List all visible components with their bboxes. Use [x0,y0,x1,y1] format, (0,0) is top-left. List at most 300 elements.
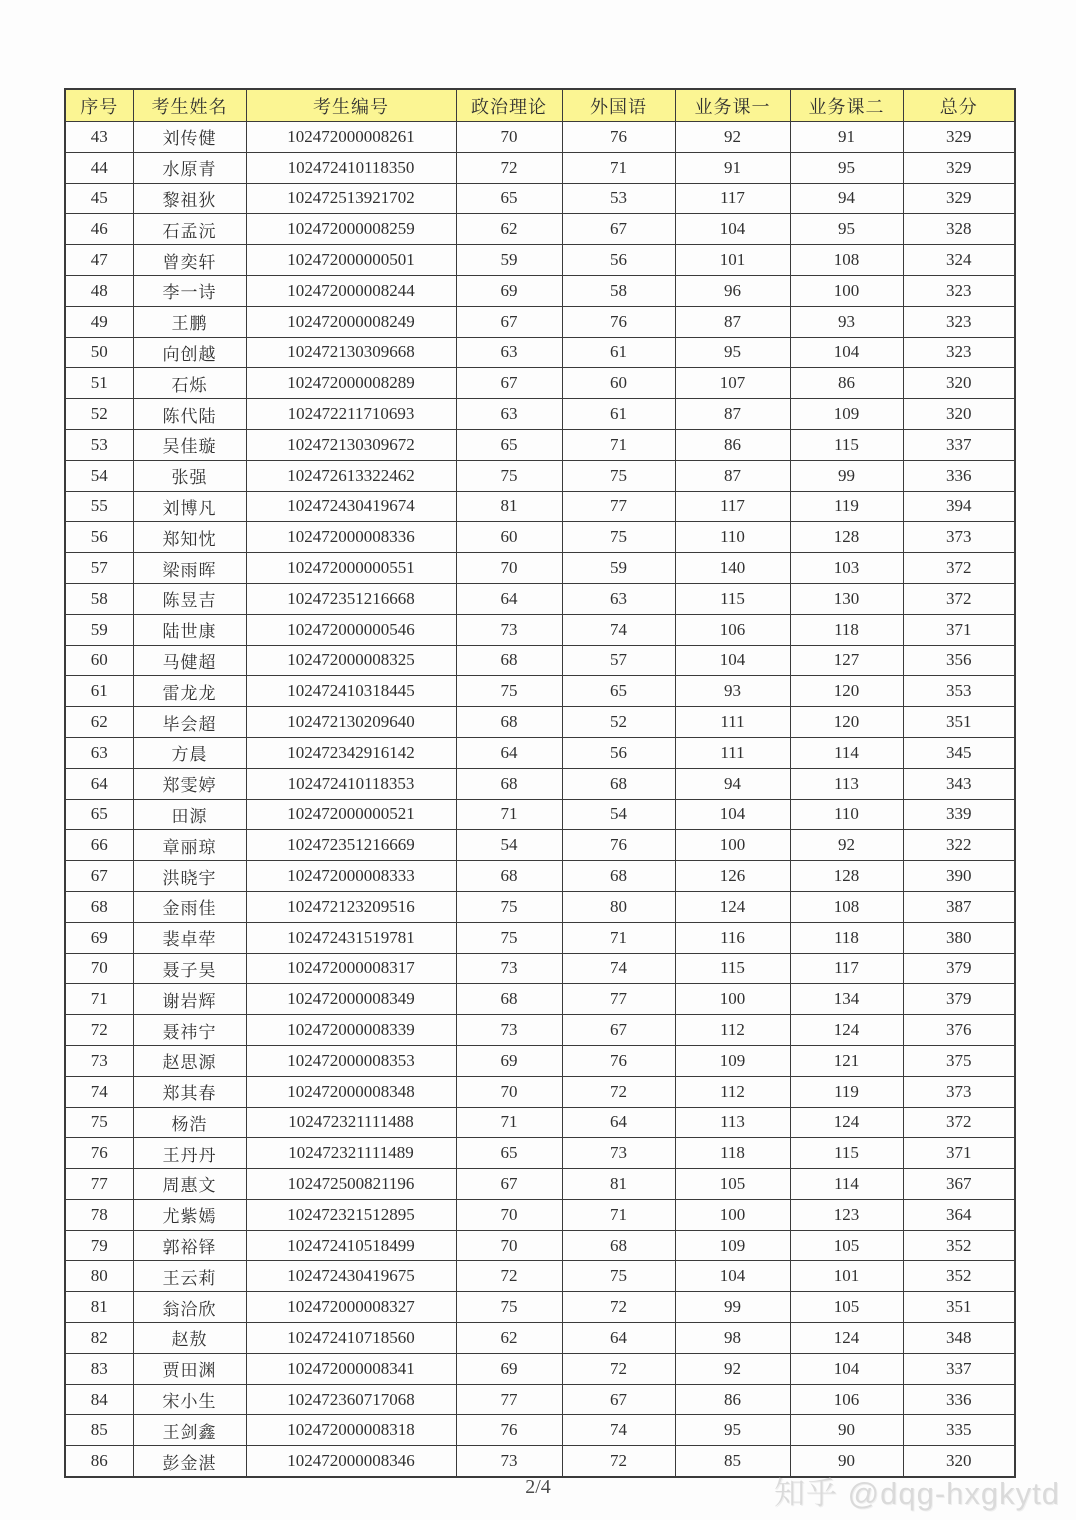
cell-course1: 95 [675,337,790,368]
cell-course2: 93 [790,306,903,337]
cell-id: 102472410718560 [246,1323,456,1354]
cell-id: 102472500821196 [246,1169,456,1200]
cell-no: 64 [65,768,133,799]
cell-politics: 64 [456,737,562,768]
cell-course2: 101 [790,1261,903,1292]
cell-politics: 67 [456,1169,562,1200]
cell-foreign-language: 52 [562,707,675,738]
table-row [65,183,1015,214]
table-row [65,830,1015,861]
cell-id: 102472123209516 [246,891,456,922]
table-header [65,89,1015,122]
cell-id: 102472130309668 [246,337,456,368]
cell-id: 102472000008353 [246,1045,456,1076]
cell-course1: 106 [675,614,790,645]
page-number: 2/4 [525,1476,551,1498]
cell-course2: 118 [790,614,903,645]
cell-total: 373 [903,1076,1015,1107]
cell-course2: 90 [790,1446,903,1477]
cell-id: 102472430419674 [246,491,456,522]
cell-politics: 67 [456,368,562,399]
cell-no: 71 [65,984,133,1015]
cell-course2: 124 [790,1015,903,1046]
cell-course2: 115 [790,429,903,460]
table-row [65,891,1015,922]
cell-foreign-language: 80 [562,891,675,922]
cell-name: 陈昱吉 [133,583,246,614]
cell-id: 102472000000546 [246,614,456,645]
cell-course2: 127 [790,645,903,676]
cell-course1: 105 [675,1169,790,1200]
cell-course2: 99 [790,460,903,491]
cell-course1: 111 [675,707,790,738]
cell-name: 裴卓荦 [133,922,246,953]
table-row [65,583,1015,614]
table-row [65,214,1015,245]
cell-foreign-language: 64 [562,1107,675,1138]
cell-course2: 108 [790,891,903,922]
cell-politics: 69 [456,1353,562,1384]
cell-name: 刘传健 [133,122,246,153]
cell-foreign-language: 63 [562,583,675,614]
cell-total: 329 [903,152,1015,183]
cell-no: 69 [65,922,133,953]
cell-name: 马健超 [133,645,246,676]
cell-course2: 114 [790,1169,903,1200]
cell-course1: 107 [675,368,790,399]
cell-politics: 75 [456,891,562,922]
cell-no: 61 [65,676,133,707]
cell-foreign-language: 56 [562,245,675,276]
cell-total: 390 [903,861,1015,892]
cell-course1: 101 [675,245,790,276]
cell-name: 章丽琼 [133,830,246,861]
cell-foreign-language: 77 [562,984,675,1015]
cell-course1: 93 [675,676,790,707]
cell-politics: 68 [456,707,562,738]
cell-course1: 126 [675,861,790,892]
cell-politics: 77 [456,1384,562,1415]
cell-course1: 85 [675,1446,790,1477]
cell-name: 谢岩辉 [133,984,246,1015]
cell-course1: 94 [675,768,790,799]
cell-foreign-language: 61 [562,337,675,368]
cell-id: 102472130309672 [246,429,456,460]
cell-total: 376 [903,1015,1015,1046]
table-row [65,1230,1015,1261]
cell-foreign-language: 68 [562,1230,675,1261]
table-row [65,645,1015,676]
cell-name: 曾奕轩 [133,245,246,276]
cell-name: 王鹏 [133,306,246,337]
cell-name: 陆世康 [133,614,246,645]
cell-course2: 124 [790,1107,903,1138]
cell-id: 102472000008339 [246,1015,456,1046]
cell-politics: 73 [456,1446,562,1477]
cell-name: 石烁 [133,368,246,399]
cell-no: 82 [65,1323,133,1354]
cell-politics: 62 [456,214,562,245]
cell-foreign-language: 74 [562,614,675,645]
cell-course1: 116 [675,922,790,953]
cell-name: 郑雯婷 [133,768,246,799]
cell-politics: 59 [456,245,562,276]
cell-id: 102472000008317 [246,953,456,984]
cell-no: 63 [65,737,133,768]
cell-no: 76 [65,1138,133,1169]
cell-no: 72 [65,1015,133,1046]
cell-course2: 105 [790,1230,903,1261]
cell-total: 371 [903,1138,1015,1169]
header-row [65,89,1015,122]
cell-course2: 110 [790,799,903,830]
cell-id: 102472410518499 [246,1230,456,1261]
cell-course2: 95 [790,152,903,183]
cell-no: 83 [65,1353,133,1384]
cell-foreign-language: 76 [562,1045,675,1076]
cell-course2: 124 [790,1323,903,1354]
cell-no: 66 [65,830,133,861]
cell-id: 102472000008349 [246,984,456,1015]
cell-course1: 117 [675,491,790,522]
cell-politics: 63 [456,399,562,430]
cell-id: 102472410118353 [246,768,456,799]
cell-id: 102472321111488 [246,1107,456,1138]
cell-total: 328 [903,214,1015,245]
cell-politics: 70 [456,1199,562,1230]
table-row [65,306,1015,337]
cell-foreign-language: 65 [562,676,675,707]
cell-total: 394 [903,491,1015,522]
cell-id: 102472360717068 [246,1384,456,1415]
cell-no: 59 [65,614,133,645]
cell-id: 102472410318445 [246,676,456,707]
cell-no: 51 [65,368,133,399]
table-row [65,491,1015,522]
cell-course2: 120 [790,676,903,707]
column-header: 考生编号 [246,89,456,122]
cell-course2: 118 [790,922,903,953]
cell-foreign-language: 67 [562,1015,675,1046]
cell-course1: 100 [675,984,790,1015]
cell-foreign-language: 64 [562,1323,675,1354]
cell-course1: 112 [675,1076,790,1107]
cell-no: 53 [65,429,133,460]
cell-course1: 92 [675,122,790,153]
table-row [65,1292,1015,1323]
cell-name: 向创越 [133,337,246,368]
cell-foreign-language: 53 [562,183,675,214]
cell-no: 55 [65,491,133,522]
cell-foreign-language: 59 [562,553,675,584]
cell-course1: 99 [675,1292,790,1323]
cell-foreign-language: 60 [562,368,675,399]
score-table [64,88,1016,1478]
cell-id: 102472000008325 [246,645,456,676]
cell-politics: 68 [456,768,562,799]
cell-name: 聂子昊 [133,953,246,984]
table-row [65,614,1015,645]
cell-course1: 91 [675,152,790,183]
cell-total: 343 [903,768,1015,799]
cell-id: 102472000000521 [246,799,456,830]
cell-no: 70 [65,953,133,984]
cell-name: 郭裕铎 [133,1230,246,1261]
cell-politics: 69 [456,1045,562,1076]
cell-name: 金雨佳 [133,891,246,922]
cell-no: 47 [65,245,133,276]
cell-no: 60 [65,645,133,676]
cell-id: 102472000000551 [246,553,456,584]
cell-course1: 111 [675,737,790,768]
column-header: 外国语 [562,89,675,122]
cell-no: 45 [65,183,133,214]
cell-total: 351 [903,1292,1015,1323]
cell-course1: 100 [675,830,790,861]
cell-name: 翁洽欣 [133,1292,246,1323]
cell-no: 67 [65,861,133,892]
cell-id: 102472000008346 [246,1446,456,1477]
cell-id: 102472351216668 [246,583,456,614]
cell-id: 102472000008244 [246,275,456,306]
table-row [65,553,1015,584]
cell-no: 74 [65,1076,133,1107]
table-row [65,152,1015,183]
cell-foreign-language: 72 [562,1353,675,1384]
cell-politics: 70 [456,553,562,584]
cell-politics: 63 [456,337,562,368]
cell-total: 323 [903,306,1015,337]
cell-name: 赵敖 [133,1323,246,1354]
cell-foreign-language: 75 [562,522,675,553]
cell-politics: 68 [456,861,562,892]
cell-course2: 104 [790,337,903,368]
cell-course1: 104 [675,214,790,245]
cell-id: 102472430419675 [246,1261,456,1292]
cell-total: 379 [903,953,1015,984]
table-row [65,737,1015,768]
cell-course2: 115 [790,1138,903,1169]
cell-course2: 130 [790,583,903,614]
cell-course2: 86 [790,368,903,399]
cell-total: 373 [903,522,1015,553]
cell-foreign-language: 72 [562,1076,675,1107]
table-row [65,799,1015,830]
cell-politics: 70 [456,1230,562,1261]
cell-total: 379 [903,984,1015,1015]
cell-course1: 92 [675,1353,790,1384]
cell-course1: 98 [675,1323,790,1354]
cell-politics: 60 [456,522,562,553]
cell-total: 336 [903,1384,1015,1415]
cell-no: 86 [65,1446,133,1477]
table-row [65,984,1015,1015]
cell-id: 102472000008333 [246,861,456,892]
cell-no: 77 [65,1169,133,1200]
cell-no: 78 [65,1199,133,1230]
cell-total: 320 [903,368,1015,399]
table-row [65,1138,1015,1169]
cell-name: 毕会超 [133,707,246,738]
cell-total: 324 [903,245,1015,276]
table-row [65,1353,1015,1384]
cell-course2: 92 [790,830,903,861]
table-row [65,368,1015,399]
cell-id: 102472000008249 [246,306,456,337]
column-header: 序号 [65,89,133,122]
cell-total: 356 [903,645,1015,676]
table-row [65,861,1015,892]
table-row [65,676,1015,707]
cell-no: 79 [65,1230,133,1261]
cell-course2: 119 [790,491,903,522]
cell-id: 102472000008348 [246,1076,456,1107]
cell-course2: 108 [790,245,903,276]
cell-course2: 121 [790,1045,903,1076]
cell-course1: 87 [675,399,790,430]
table-row [65,1107,1015,1138]
cell-no: 58 [65,583,133,614]
cell-foreign-language: 76 [562,306,675,337]
cell-foreign-language: 75 [562,460,675,491]
cell-course1: 95 [675,1415,790,1446]
cell-politics: 62 [456,1323,562,1354]
cell-total: 348 [903,1323,1015,1354]
cell-name: 彭金湛 [133,1446,246,1477]
cell-name: 雷龙龙 [133,676,246,707]
cell-foreign-language: 68 [562,768,675,799]
cell-total: 387 [903,891,1015,922]
cell-course2: 106 [790,1384,903,1415]
cell-foreign-language: 71 [562,152,675,183]
cell-politics: 71 [456,1107,562,1138]
cell-no: 48 [65,275,133,306]
cell-course2: 128 [790,522,903,553]
cell-total: 339 [903,799,1015,830]
cell-name: 赵思源 [133,1045,246,1076]
cell-course2: 134 [790,984,903,1015]
cell-politics: 64 [456,583,562,614]
cell-foreign-language: 71 [562,1199,675,1230]
cell-name: 杨浩 [133,1107,246,1138]
table-row [65,1045,1015,1076]
cell-foreign-language: 75 [562,1261,675,1292]
cell-id: 102472410118350 [246,152,456,183]
cell-course2: 123 [790,1199,903,1230]
table-row [65,522,1015,553]
cell-course2: 95 [790,214,903,245]
table-row [65,768,1015,799]
cell-foreign-language: 74 [562,1415,675,1446]
cell-course2: 109 [790,399,903,430]
cell-course2: 120 [790,707,903,738]
cell-course1: 104 [675,799,790,830]
cell-politics: 68 [456,645,562,676]
cell-name: 王云莉 [133,1261,246,1292]
cell-foreign-language: 56 [562,737,675,768]
cell-id: 102472000008259 [246,214,456,245]
cell-id: 102472130209640 [246,707,456,738]
cell-id: 102472321512895 [246,1199,456,1230]
cell-foreign-language: 76 [562,830,675,861]
cell-course2: 104 [790,1353,903,1384]
cell-politics: 65 [456,1138,562,1169]
cell-course1: 87 [675,460,790,491]
table-row [65,429,1015,460]
cell-foreign-language: 67 [562,214,675,245]
cell-course2: 100 [790,275,903,306]
cell-politics: 65 [456,183,562,214]
cell-foreign-language: 73 [562,1138,675,1169]
cell-total: 372 [903,553,1015,584]
cell-total: 336 [903,460,1015,491]
cell-name: 黎祖狄 [133,183,246,214]
cell-id: 102472513921702 [246,183,456,214]
cell-id: 102472613322462 [246,460,456,491]
cell-no: 80 [65,1261,133,1292]
cell-name: 梁雨晖 [133,553,246,584]
cell-total: 329 [903,183,1015,214]
cell-politics: 65 [456,429,562,460]
cell-name: 周惠文 [133,1169,246,1200]
cell-total: 352 [903,1261,1015,1292]
cell-no: 73 [65,1045,133,1076]
cell-no: 46 [65,214,133,245]
cell-foreign-language: 77 [562,491,675,522]
cell-foreign-language: 74 [562,953,675,984]
cell-course2: 117 [790,953,903,984]
cell-name: 王剑鑫 [133,1415,246,1446]
cell-course2: 91 [790,122,903,153]
cell-name: 王丹丹 [133,1138,246,1169]
cell-name: 郑其春 [133,1076,246,1107]
cell-total: 322 [903,830,1015,861]
cell-politics: 73 [456,614,562,645]
cell-id: 102472321111489 [246,1138,456,1169]
cell-politics: 76 [456,1415,562,1446]
cell-id: 102472431519781 [246,922,456,953]
cell-id: 102472351216669 [246,830,456,861]
cell-name: 刘博凡 [133,491,246,522]
table-row [65,1323,1015,1354]
cell-politics: 75 [456,676,562,707]
cell-politics: 70 [456,122,562,153]
column-header: 业务课二 [790,89,903,122]
cell-foreign-language: 67 [562,1384,675,1415]
cell-total: 351 [903,707,1015,738]
cell-no: 52 [65,399,133,430]
cell-no: 49 [65,306,133,337]
table-row [65,1384,1015,1415]
cell-total: 353 [903,676,1015,707]
cell-course1: 109 [675,1230,790,1261]
cell-course2: 113 [790,768,903,799]
table-row [65,1169,1015,1200]
cell-no: 84 [65,1384,133,1415]
cell-politics: 71 [456,799,562,830]
cell-no: 50 [65,337,133,368]
column-header: 业务课一 [675,89,790,122]
cell-no: 65 [65,799,133,830]
cell-foreign-language: 76 [562,122,675,153]
table-row [65,337,1015,368]
cell-course2: 103 [790,553,903,584]
cell-id: 102472000008341 [246,1353,456,1384]
cell-id: 102472342916142 [246,737,456,768]
cell-total: 323 [903,337,1015,368]
cell-foreign-language: 81 [562,1169,675,1200]
cell-course1: 140 [675,553,790,584]
